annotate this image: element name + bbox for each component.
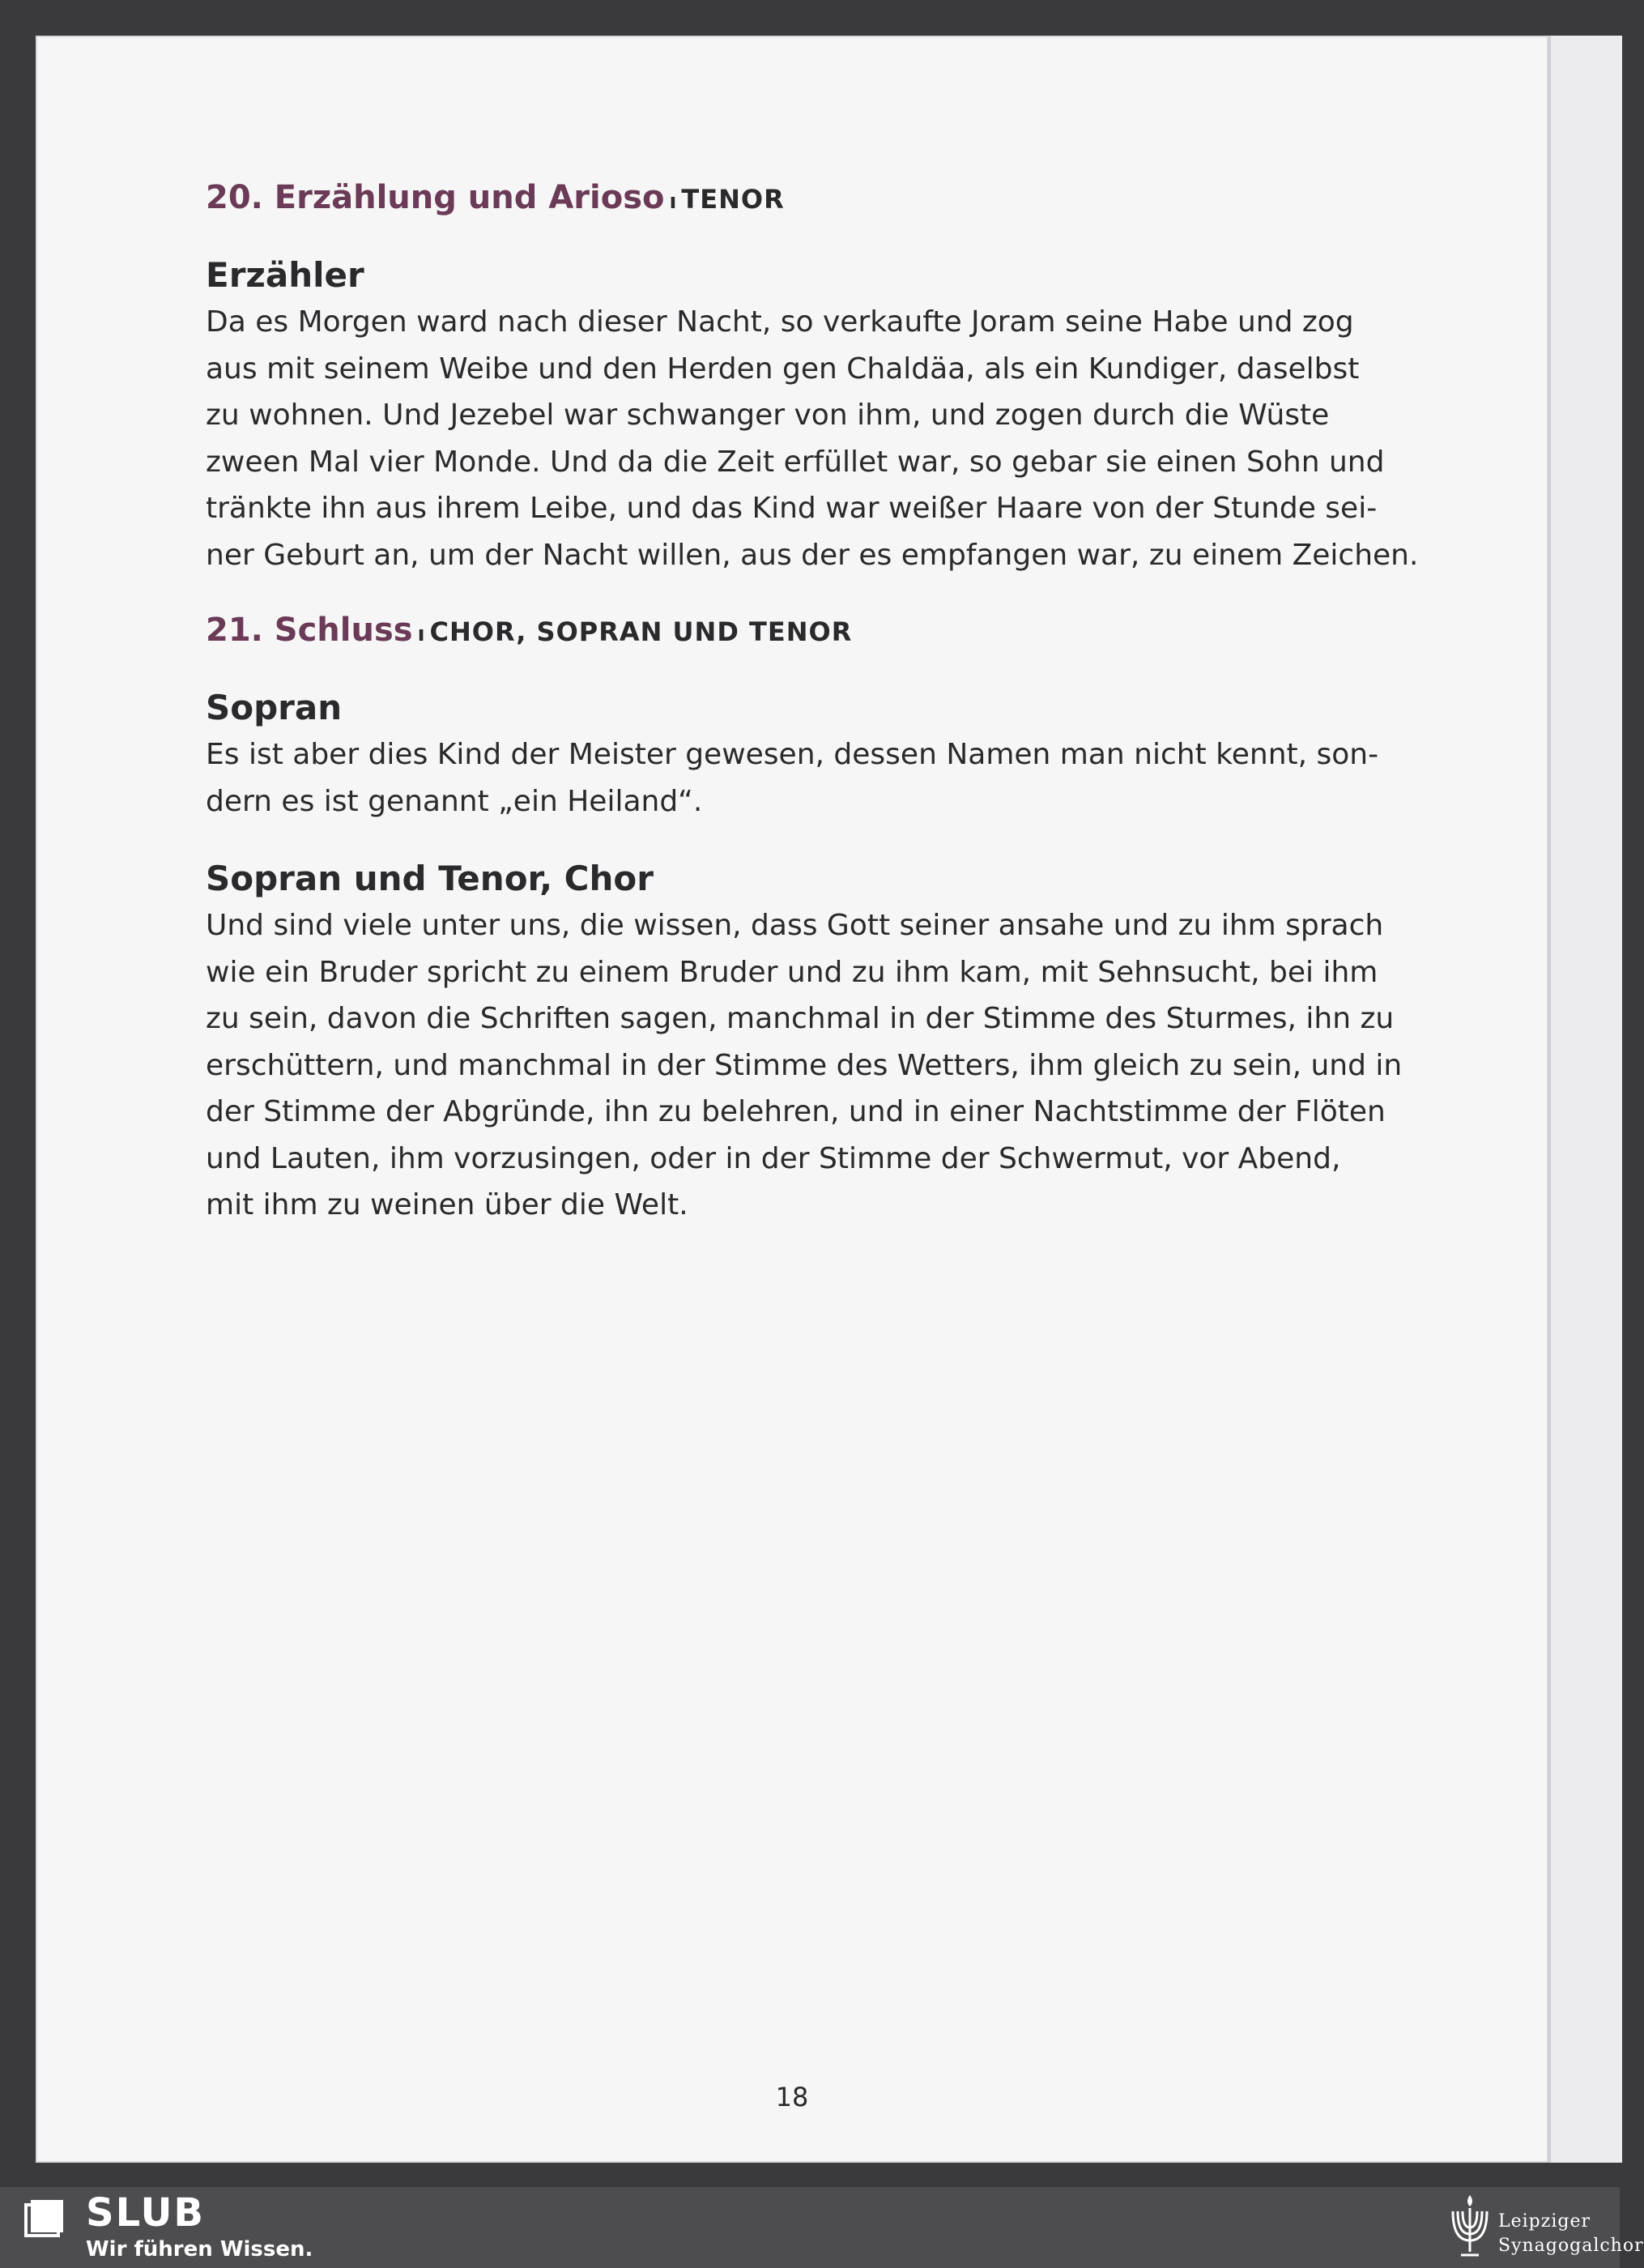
text-line: Es ist aber dies Kind der Meister gewesen, dessen Namen man nicht kennt, son- [206, 738, 1379, 771]
text-line: und Lauten, ihm vorzusingen, oder in der Stimme der Schwermut, vor Abend, [206, 1141, 1341, 1175]
section-voices: TENOR [681, 184, 785, 215]
text-line: mit ihm zu weinen über die Welt. [206, 1188, 688, 1221]
text-line: zween Mal vier Monde. Und da die Zeit erfüllet war, so gebar sie einen Sohn und [206, 445, 1385, 479]
speaker-text [206, 902, 1469, 1229]
speaker-text [206, 731, 1469, 825]
section-heading [206, 606, 1469, 659]
heading-separator: ı [669, 190, 677, 214]
library-claim: Wir führen Wissen. [86, 2237, 313, 2262]
text-line: Und sind viele unter uns, die wissen, dass Gott seiner ansahe und zu ihm sprach [206, 909, 1384, 942]
library-logo-text: SLUB [86, 2190, 206, 2236]
text-line: dern es ist genannt „ein Heiland“. [206, 784, 703, 818]
page-number: 18 [775, 2082, 809, 2112]
section-heading [206, 173, 1469, 226]
section-21 [206, 606, 1469, 1229]
text-line: aus mit seinem Weibe und den Herden gen Chaldäa, als ein Kundiger, daselbst [206, 352, 1360, 386]
speaker-text [206, 299, 1469, 578]
speaker-label: Sopran und Tenor, Chor [206, 859, 654, 898]
page-content [206, 173, 1469, 1229]
text-line: zu wohnen. Und Jezebel war schwanger von ihm, und zogen durch die Wüste [206, 399, 1330, 432]
text-line: der Stimme der Abgründe, ihn zu belehren, und in einer Nachtstimme der Flöten [206, 1095, 1386, 1128]
section-title: 20. Erzählung und Arioso [206, 179, 665, 216]
text-line: Da es Morgen ward nach dieser Nacht, so verkaufte Joram seine Habe und zog [206, 305, 1354, 339]
choir-name-line1: Leipziger [1498, 2211, 1591, 2232]
text-line: ner Geburt an, um der Nacht willen, aus der es empfangen war, zu einem Zeichen. [206, 538, 1419, 572]
section-voices: CHOR, SOPRAN UND TENOR [429, 616, 853, 647]
speaker-label: Erzähler [206, 255, 364, 295]
booklet-page [36, 36, 1548, 2163]
section-20 [206, 173, 1469, 578]
text-line: erschüttern, und manchmal in der Stimme des Wetters, ihm gleich zu sein, und in [206, 1048, 1403, 1082]
facing-page-edge [1548, 36, 1622, 2163]
speaker-label: Sopran [206, 688, 343, 727]
choir-name-line2: Synagogalchor [1498, 2236, 1644, 2256]
heading-separator: ı [417, 622, 425, 646]
text-line: wie ein Bruder spricht zu einem Bruder und zu ihm kam, mit Sehnsucht, bei ihm [206, 955, 1378, 989]
section-title: 21. Schluss [206, 612, 413, 649]
menorah-icon [1450, 2192, 1490, 2260]
text-line: tränkte ihn aus ihrem Leibe, und das Kind war weißer Haare von der Stunde sei- [206, 492, 1378, 525]
text-line: zu sein, davon die Schriften sagen, manchmal in der Stimme des Sturmes, ihn zu [206, 1002, 1395, 1035]
slub-book-icon [24, 2197, 66, 2237]
